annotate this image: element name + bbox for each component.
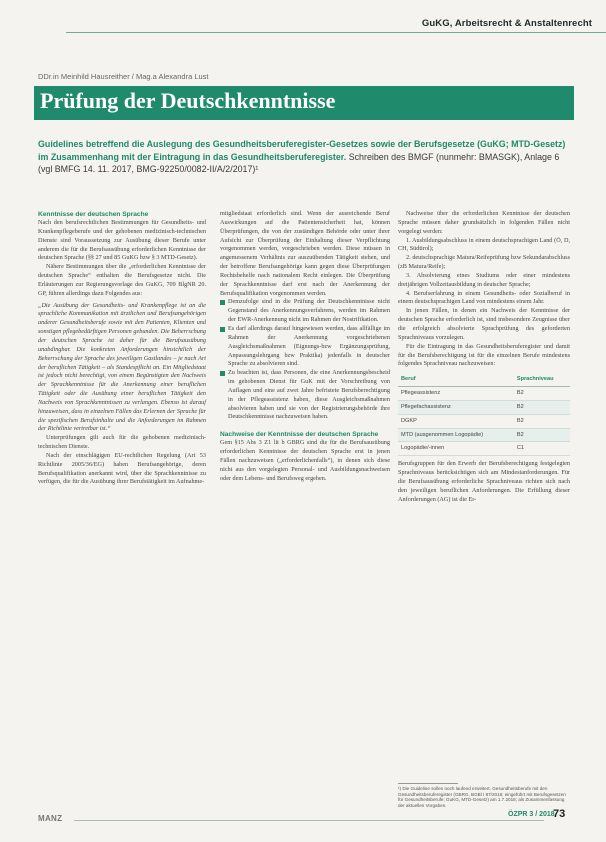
table-row — [398, 442, 570, 456]
paragraph: Gem §15 Abs 3 Z1 lit b GBRG sind die für die Berufsausübung erforderlichen Kenntnisse der deutschen Sprache erst in jenen Fällen nachzuweisen („erforderlichenfalls“), in denen sich diese nicht aus den vorgelegten Personal- und Ausbildungsnachweisen oder dem Lebens- und Berufsweg ergeben. — [220, 439, 390, 482]
bullet-square-icon — [220, 371, 225, 376]
lead-paragraph — [38, 138, 573, 176]
section-title: GuKG, Arbeitsrecht & Anstaltenrecht — [421, 18, 592, 29]
table-cell: B2 — [514, 414, 570, 428]
bullet-square-icon — [220, 300, 225, 305]
footer-rule — [74, 820, 544, 821]
bullet-item: Es darf allerdings darauf hingewiesen werden, dass allfällige im Rahmen der Anerkennung vorgeschriebenen Ausgleichsmaßnahmen (Eignungs-bzw Ergänzungsprüfung, Anpassungslehrgang bzw Praktika) jedenfalls in deutscher Sprache zu absolvieren sind. — [220, 325, 390, 369]
table-cell: Pflegefachassistenz — [398, 400, 514, 414]
list-item: 3. Absolvierung eines Studiums oder einer mindestens dreijährigen Vollzeitausbildung in deutscher Sprache; — [398, 271, 570, 288]
section-heading: Kenntnisse der deutschen Sprache — [38, 211, 149, 218]
paragraph: In jenen Fällen, in denen ein Nachweis der Kenntnisse der deutschen Sprache erforderlich ist, sind insbesondere Zeugnisse über die erfolgreich absolvierte Sprachprüfung des geforderten Sprachniveaus vorzulegen. — [398, 307, 570, 341]
table-header: Beruf — [398, 373, 514, 386]
table-cell: B2 — [514, 428, 570, 442]
publisher-logo: MANZ — [38, 814, 63, 823]
quote: „Die Ausübung der Gesundheits- und Krankenpflege ist an die sprachliche Kommunikation mit ärztlichen und Berufsangehörigen anderer Gesundheitsberufe sowie mit den Patienten, Klienten und sonstigen pflegebedürftigen Personen gebunden. Die Beherrschung der deutschen Sprache ist daher für die Berufsausübung unabdingbar. Die konkreten Anforderungen hinsichtlich der Beherrschung der Sprache des jeweiligen Gastlandes – je nach Art der beruflichen Tätigkeit – als Standespflicht an. Ein Mitgliedstaat ist jedoch nicht berechtigt, von einem Begünstigten den Nachweis der Sprachkenntnisse für die Anerkennung einer beruflichen Tätigkeit oder die Ausübung einer beruflichen Tätigkeit den Nachweis von Sprachkenntnissen zu verlangen. Ebenso ist darauf hinzuweisen, dass in einzelnen Fällen das Erlernen der Sprache für die spezifischen Berufsinhalte und die Anforderungen im Rahmen der Richtlinie vertretbar ist.“ — [38, 301, 206, 433]
footnote-rule — [398, 783, 458, 784]
lead-bold: Guidelines betreffend die Auslegung des Gesundheitsberuferegister-Gesetzes sowie der Berufsgesetze (GuKG; MTD-Gesetz) im Zusammenhang mit der Eintragung in das Gesundheitsberuferegister. — [38, 139, 566, 162]
paragraph: Für die Eintragung in das Gesundheitsberuferegister und damit für die Berufsberechtigung ist für die einzelnen Berufe mindestens folgendes Sprachniveau nachzuweisen: — [398, 342, 570, 368]
table-cell: B2 — [514, 400, 570, 414]
column-1 — [38, 210, 206, 487]
list-item: 1. Ausbildungsabschluss in einem deutschsprachigen Land (Ö, D, CH, Südtirol); — [398, 236, 570, 253]
running-header — [326, 14, 606, 34]
journal-issue: ÖZPR 3 / 2018 — [508, 811, 555, 818]
paragraph: Nach den berufsrechtlichen Bestimmungen für Gesundheits- und Krankenpflegeberufe und der gehobenen medizinisch-technischen Dienste sind Voraussetzung zur Ausübung dieser Berufe unter anderem die für die Berufsausübung erforderlichen Kenntnisse der deutschen Sprache (§§ 27 und 85 GuKG bzw § 3 MTD-Gesetz). — [38, 219, 206, 262]
list-item: 2. deutschsprachige Matura/Reifeprüfung bzw Sekundarabschluss (zB Maturа/Reife); — [398, 254, 570, 271]
bullet-item: Zu beachten ist, dass Personen, die eine Anerkennungsbescheid im gehobenen Dienst für GuK mit der Vorschreibung von Auflagen und eine auf zwei Jahre befristete Berufsberechtigung in der Pflegeassistenz haben, diese Ausgleichsmaßnahmen absolvieren haben und sie von der Registrierungsbehörde ihre Deutschkenntnisse nachzuweisen haben. — [220, 369, 390, 422]
paragraph: Berufsgruppen für den Erwerb der Berufsberechtigung festgelegten Sprachniveaus berücksichtigen sich am Mindestanforderungen. Für die Berufsausübung erforderliche Sprachniveaus richten sich nach den jeweiligen beruflichen Anforderungen. Die Erfüllung dieser Anforderungen (AG) ist die Er- — [398, 460, 570, 503]
authors: DDr.in Meinhild Hausreither / Mag.a Alexandra Lust — [38, 72, 209, 81]
footnote: ¹) Die Guideline sollen noch laufend erweitert. Gesundheitsberufe mit den Gesundheitsberuferegister (GBRG, BGBl I 87/2016; eingeführt mit Berufsgesetzen für Gesundheitsberufe; GuKG, MTD-Gesetz) am 1.7.2018; als Zusammenfassung der aktuellen Vorgaben. — [398, 786, 566, 808]
bullet-square-icon — [220, 327, 225, 332]
table-row — [398, 414, 570, 428]
table-cell: DGKP — [398, 414, 514, 428]
table-cell: Logopädie/-innen — [398, 442, 514, 456]
section-heading: Nachweise der Kenntnisse der deutschen Sprache — [220, 431, 379, 439]
bullet-item: Demzufolge sind in die Prüfung der Deutschkenntnisse nicht Gegenstand des Anerkennungsverfahrens, werden im Rahmen der EWR-Anerkennung nicht im Rahmen der Nostrifikation. — [220, 298, 390, 325]
language-level-table — [398, 373, 570, 456]
table-header: Sprachniveau — [514, 373, 570, 386]
table-row — [398, 400, 570, 414]
paragraph: Nachweise über die erforderlichen Kenntnisse der deutschen Sprache müssen daher grundsätzlich in folgenden Fällen nicht vorgelegt werden: — [398, 210, 570, 235]
page-number: 73 — [553, 808, 566, 820]
table-cell: MTD (ausgenommen Logopädie) — [398, 428, 514, 442]
lead-normal: Schreiben des BMGF (nunmehr: BMASGK), Anlage 6 (vgl BMFG 14. 11. 2017, BMG-92250/0082-II/A/2/2017)¹ — [38, 151, 560, 174]
table-cell: B2 — [514, 387, 570, 401]
title-banner — [34, 86, 574, 120]
paragraph: mitgliedstaat erforderlich sind. Wenn der ausreichende Beruf Auswirkungen auf die Patientensicherheit hat, können Überprüfungen, die von der zuständigen Behörde oder unter ihrer Aufsicht zur Überprüfung der Einhaltung dieser Verpflichtung vorgenommen werden, vorgeschrieben werden. Diese müssen in angemessenem Verhältnis zur auszuübenden Tätigkeit stehen, und der betroffene Berufsangehörige kann gegen diese Überprüfungen Rechtsbehelfe nach nationalem Recht einlegen. Die Überprüfung der Sprachkenntnisse darf erst nach der Anerkennung der Berufsqualifikation vorgenommen werden. — [220, 210, 390, 297]
paragraph: Unterprüfungen gilt auch für die gehobenen medizinisch-technischen Dienste. — [38, 434, 206, 451]
paragraph: Nähere Bestimmungen über die „erforderlichen Kenntnisse der deutschen Sprache“ enthalten die Berufsgesetze nicht. Die Erläuterungen zur Regierungsvorlage des GuKG, 709 BlgNR 20. GP, führen allerdings dazu Folgendes aus: — [38, 263, 206, 297]
column-3 — [398, 210, 570, 504]
table-row — [398, 428, 570, 442]
table-row — [398, 387, 570, 401]
list-item: 4. Berufserfahrung in einem Gesundheits- oder Sozialberuf in einem deutschsprachigen Land von mindestens einem Jahr. — [398, 289, 570, 306]
table-cell: C1 — [514, 442, 570, 456]
paragraph: Nach der einschlägigen EU-rechtlichen Regelung (Art 53 Richtlinie 2005/36/EG) haben Berufsangehörige, deren Berufsqualifikation anerkannt wird, über die Sprachkenntnisse zu verfügen, die für die Ausübung ihrer Berufstätigkeit im Aufnahme- — [38, 451, 206, 486]
table-cell: Pflegeassistenz — [398, 387, 514, 401]
page-title: Prüfung der Deutschkenntnisse — [40, 88, 336, 113]
header-rule — [66, 32, 606, 33]
table-header-row — [398, 373, 570, 386]
column-2 — [220, 210, 390, 483]
